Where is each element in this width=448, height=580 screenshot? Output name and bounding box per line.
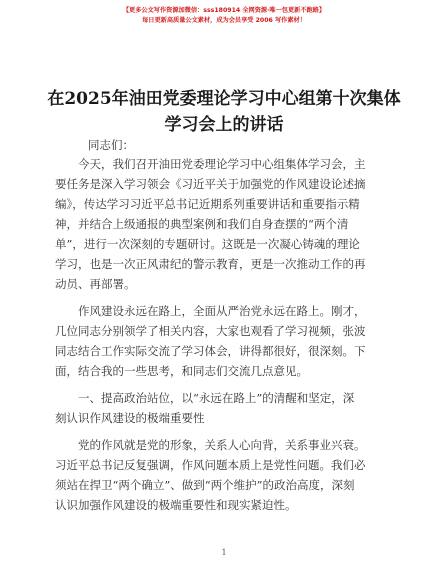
paragraph-line: 神，并结合上级通报的典型案例和我们自身查摆的“两个清 — [55, 217, 349, 231]
paragraph-line: 一、提高政治站位，以“永远在路上”的清醒和坚定，深 — [78, 391, 355, 405]
paragraph-line: 编》，传达学习习近平总书记近期系列重要讲话和重要指示精 — [55, 197, 360, 211]
paragraph-line: 要任务是深入学习领会《习近平关于加强党的作风建设论述摘 — [55, 177, 366, 191]
paragraph-line: 几位同志分别领学了相关内容，大家也观看了学习视频，张波 — [55, 324, 366, 338]
paragraph-line: 习近平总书记反复强调，作风问题本质上是党性问题。我们必 — [55, 458, 366, 472]
salutation: 同志们： — [88, 138, 134, 152]
promo-banner-line-2: 每日更新高质量公文素材，成为会员享受 2006 写作素材！ — [142, 17, 306, 24]
body-paragraph — [55, 435, 400, 515]
body-paragraph — [55, 154, 400, 294]
promo-banner — [0, 6, 448, 26]
paragraph-line: 党的作风就是党的形象，关系人心向背，关系事业兴衰。 — [78, 438, 366, 452]
paragraph-line: 单”，进行一次深刻的专题研讨。这既是一次凝心铸魂的理论 — [55, 237, 360, 251]
paragraph-line: 作风建设永远在路上，全面从严治党永远在路上。刚才， — [78, 304, 366, 318]
body-paragraph — [55, 301, 400, 381]
body-paragraph — [55, 388, 400, 428]
paragraph-line: 同志结合工作实际交流了学习体会，讲得都很好，很深刻。下 — [55, 344, 366, 358]
page-number: 1 — [221, 548, 227, 557]
document-title-line-1: 在2025年油田党委理论学习中心组第十次集体 — [47, 89, 401, 109]
paragraph-line: 今天，我们召开油田党委理论学习中心组集体学习会，主 — [78, 157, 366, 171]
document-body — [55, 154, 400, 522]
paragraph-line: 学习，也是一次正风肃纪的警示教育，更是一次推动工作的再 — [55, 257, 366, 271]
document-title-line-2: 学习会上的讲话 — [164, 115, 284, 135]
paragraph-line: 面，结合我的一些思考，和同志们交流几点意见。 — [55, 364, 308, 378]
paragraph-line: 动员、再部署。 — [55, 277, 136, 291]
paragraph-line: 认识加强作风建设的极端重要性和现实紧迫性。 — [55, 498, 297, 512]
promo-banner-line-1: 【更多公文写作资源加微信：sss180914 全网资源·唯一包更新不跑路】 — [122, 7, 326, 14]
paragraph-line: 须站在捍卫“两个确立”、做到“两个维护”的政治高度，深刻 — [55, 478, 355, 492]
paragraph-line: 刻认识作风建设的极端重要性 — [55, 411, 205, 425]
document-title — [40, 86, 408, 138]
